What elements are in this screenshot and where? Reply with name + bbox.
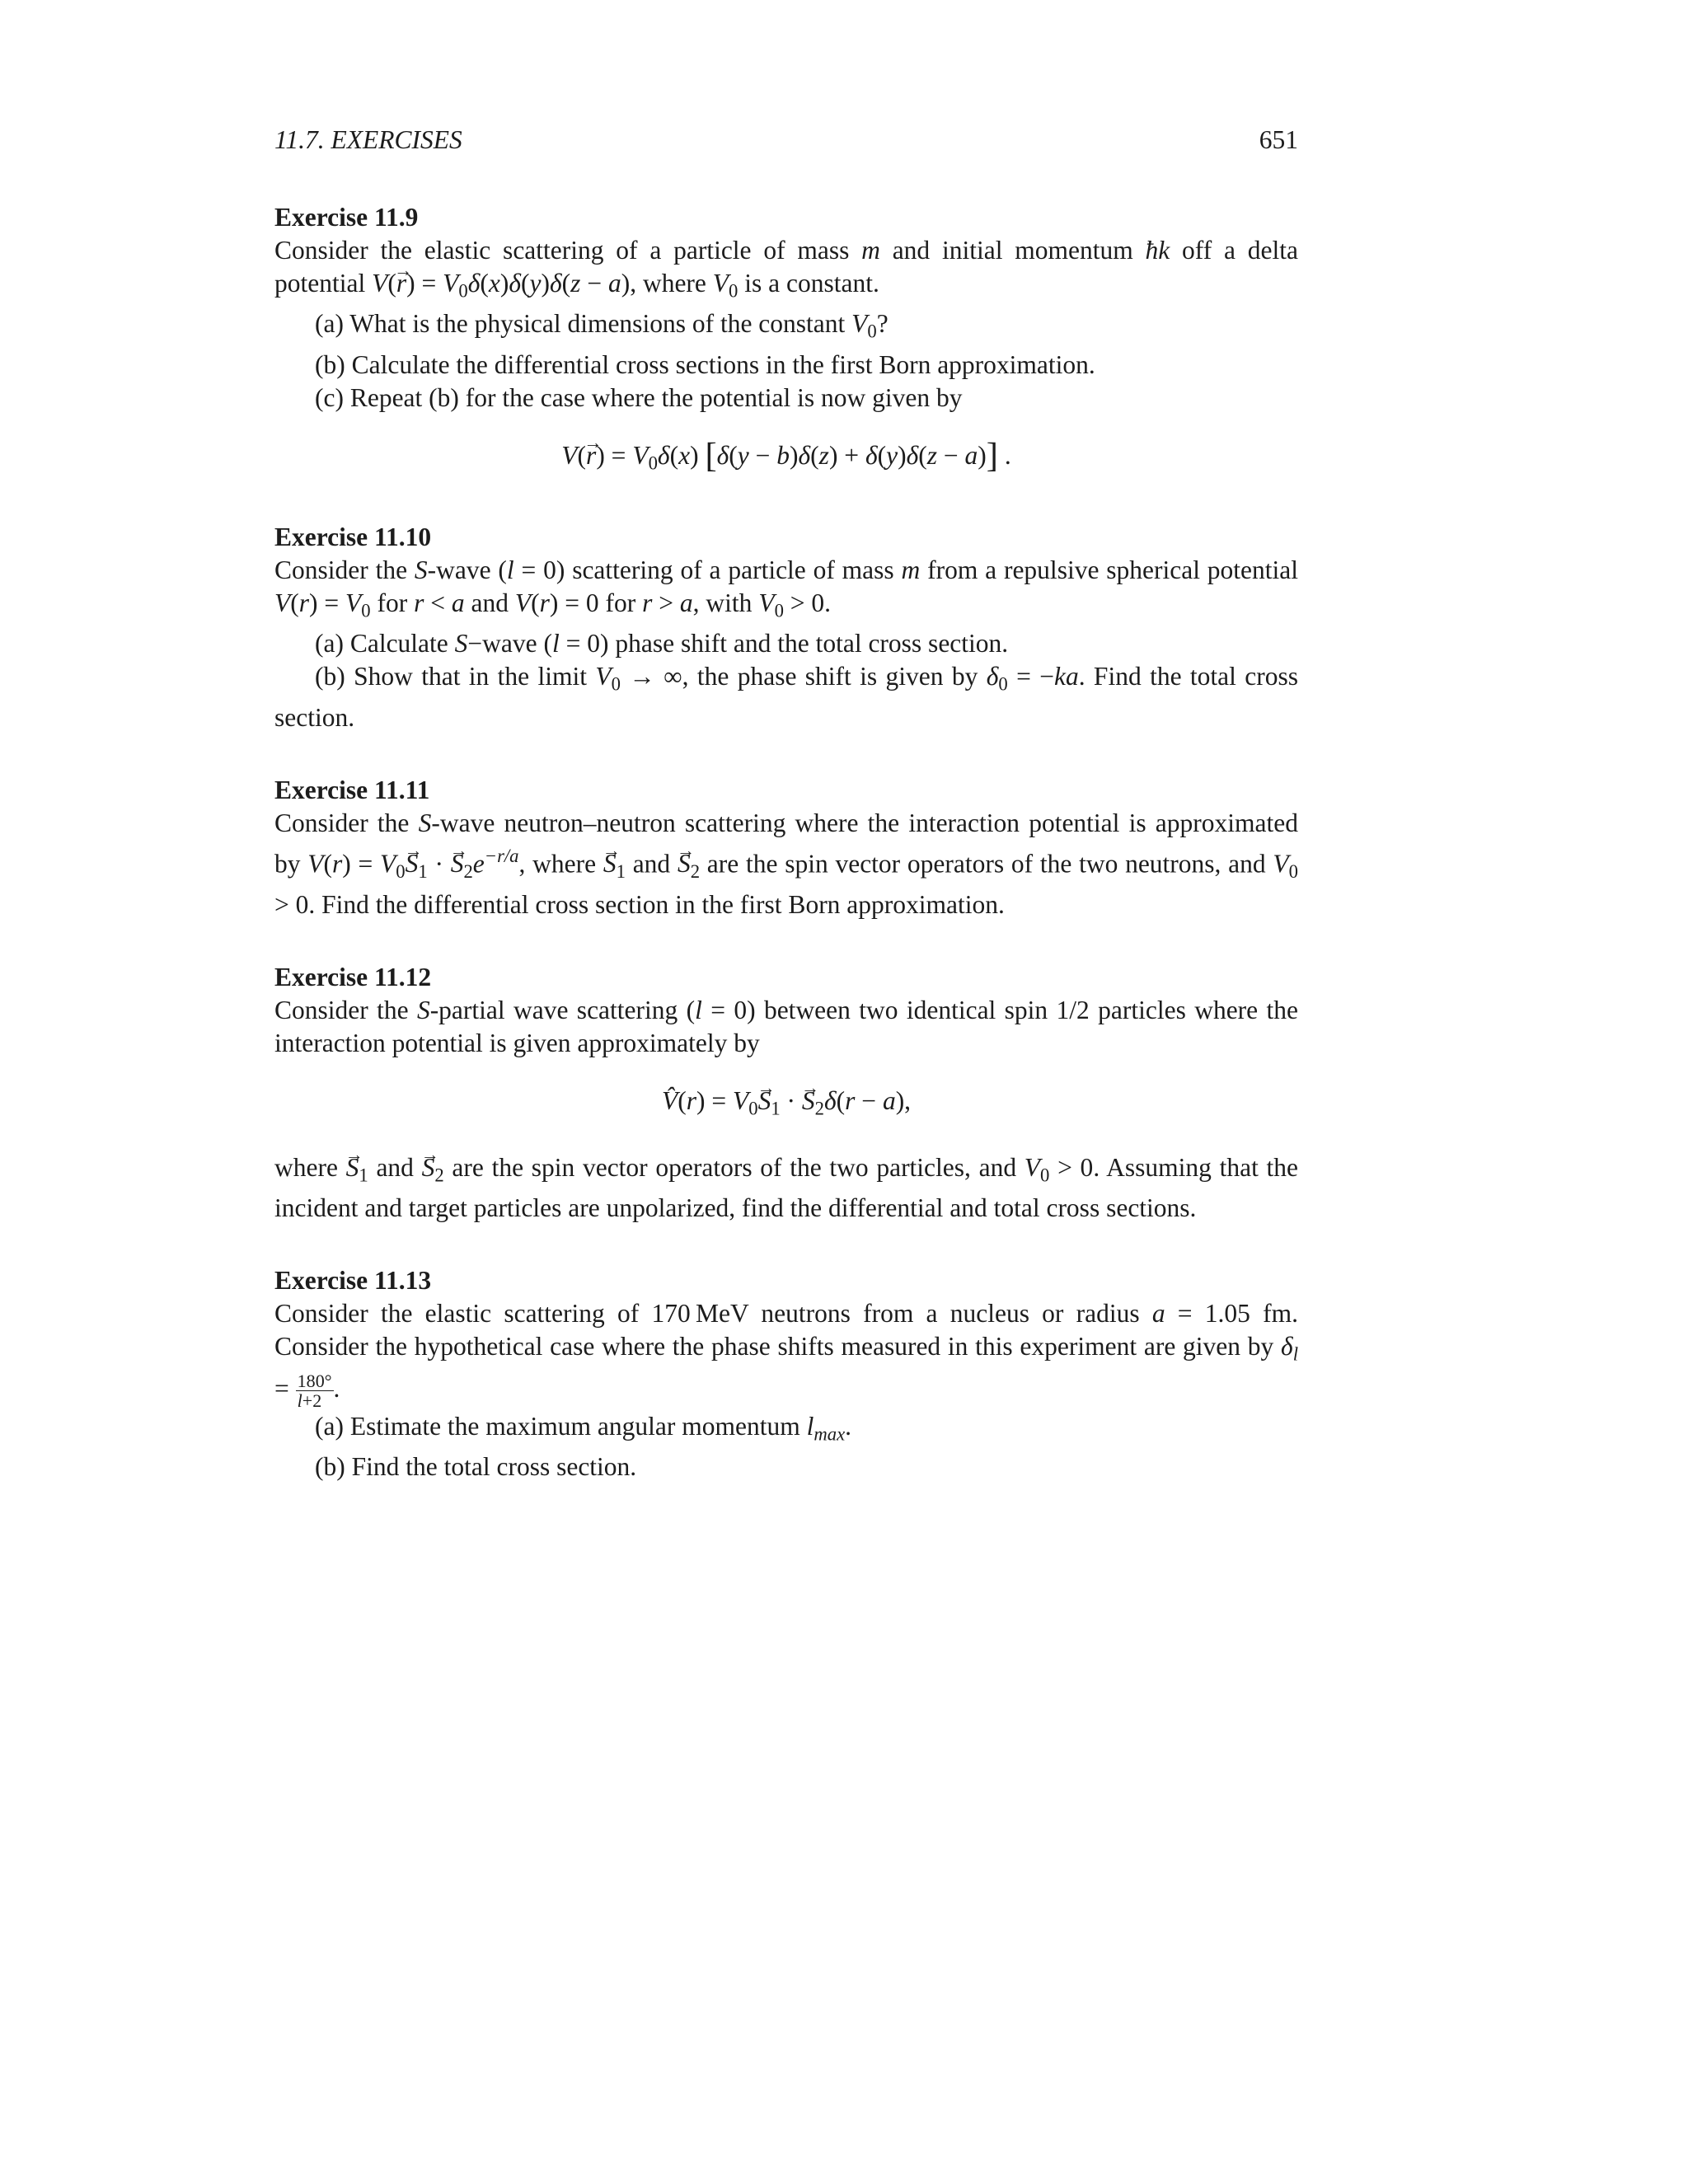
exercise-text-continued: where → $S_1$ and → $S_2$ are the spin vector operators of the two particles, and $V_0 > 0$. Assuming that the incident and target particles are unpolarized, find the differential and total cross sections. [274, 1151, 1298, 1225]
exercise-item-c: (c) Repeat (b) for the case where the potential is now given by [315, 382, 963, 412]
equation: $V(\to r) = V_0\delta(x) [\delta(y - b)\delta(z) + \delta(y)\delta(z - a)]$ . [274, 438, 1298, 481]
exercise-11-12 [274, 961, 1298, 1226]
exercise-11-13 [274, 1264, 1298, 1483]
exercise-item-a: (a) What is the physical dimensions of the constant $V_0$? [315, 309, 889, 342]
exercise-heading: Exercise 11.10 [274, 523, 432, 552]
fraction: $\frac{180^\circ}{l+2}$ [297, 1370, 332, 1411]
document-page [274, 124, 1298, 1523]
exercise-11-10 [274, 521, 1298, 734]
exercise-item-b: (b) Find the total cross section. [315, 1452, 637, 1482]
exercise-text: Consider the S-partial wave scattering (l = 0) between two identical spin 1/2 particles where the interaction potential is given approximately by [274, 995, 1298, 1057]
exercise-item-a: (a) Calculate S−wave (l = 0) phase shift and the total cross section. [315, 629, 1009, 658]
exercise-heading: Exercise 11.9 [274, 203, 419, 232]
exercise-item-a: (a) Estimate the maximum angular momentum $l_{max}$. [315, 1411, 852, 1445]
exercise-text: Consider the elastic scattering of a particle of mass m and initial momentum ħk off a delta potential $V(\to r) = V_0\delta(x)\delta(y)\delta(z - a)$, where $V_0$ is a constant. [274, 234, 1298, 307]
exercise-11-9 [274, 201, 1298, 481]
exercise-11-11 [274, 774, 1298, 921]
equation: V̂(r) = $V_0\to S_1$ · → $S_2\delta(r - a)$, [274, 1083, 1298, 1127]
page-number: 651 [1259, 125, 1298, 154]
exercise-item-b: (b) Show that in the limit $V_0$ → ∞, the phase shift is given by $\delta_0 = -ka$. Find the total cross section. [274, 662, 1298, 732]
running-head [274, 124, 1298, 157]
exercise-heading: Exercise 11.11 [274, 775, 430, 804]
exercise-text: Consider the elastic scattering of 170 MeV neutrons from a nucleus or radius a = 1.05 fm. Consider the hypothetical case where the phase shifts measured in this experiment are given by $\delta_l$ = $\frac{180^\circ}{l+2}$ . [274, 1299, 1299, 1411]
section-title: 11.7. EXERCISES [274, 125, 462, 154]
exercise-text: Consider the S-wave neutron–neutron scattering where the interaction potential is approximated by $V(r) = V_0\to S_1$ · → $S_2e^{-r/a}$, where → $S_1$ and → $S_2$ are the spin vector operators of the two neutrons, and $V_0 > 0$. Find the differential cross section in the first Born approximation. [274, 807, 1298, 921]
exercise-item-b: (b) Calculate the differential cross sections in the first Born approximation. [315, 349, 1095, 379]
exercise-heading: Exercise 11.12 [274, 962, 432, 991]
exercise-text: Consider the S-wave (l = 0) scattering of a particle of mass m from a repulsive spherical potential $V(r) = V_0$ for r < a and V(r) = 0 for r > a, with $V_0 > 0$. [274, 555, 1299, 621]
exercise-heading: Exercise 11.13 [274, 1266, 432, 1296]
